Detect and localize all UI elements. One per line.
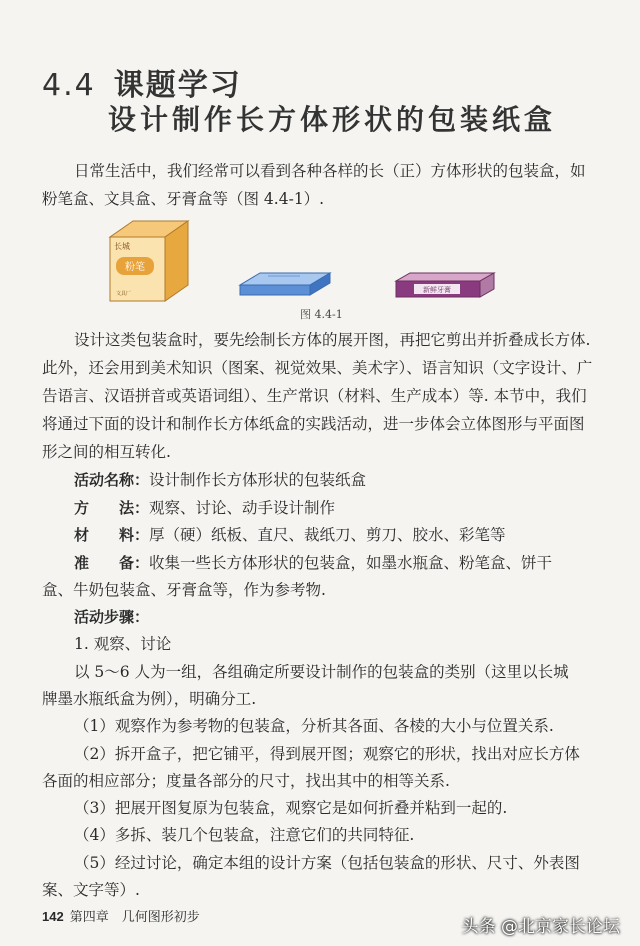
step1-title: 1. 观察、讨论 [74,635,172,653]
activity-prepare-line: 准 备：收集一些长方体形状的包装盒，如墨水瓶盒、粉笔盒、饼干 [74,554,553,572]
step-item-5-line-2: 案、文字等）. [42,881,140,899]
activity-name-line: 活动名称：设计制作长方体形状的包装纸盒 [74,471,367,489]
packaging-boxes-illustration [0,215,640,310]
activity-prepare-line-2: 盒、牛奶包装盒、牙膏盒等，作为参考物. [42,581,326,599]
pencil-case [240,273,330,295]
section-title: 课题学习 [113,68,242,103]
intro-paragraph: 日常生活中，我们经常可以看到各种各样的长（正）方体形状的包装盒，如粉笔盒、文具盒、牙膏盒等（图 4.4-1）. [42,162,586,208]
step-item-2-line-2: 各面的相应部分；度量各部分的尺寸，找出其中的相等关系. [42,772,450,790]
chalk-box [110,221,188,301]
watermark: 头条 @北京家长论坛 [461,917,620,937]
step1-intro-line-1: 以 5～6 人为一组，各组确定所要设计制作的包装盒的类别（这里以长城 [74,663,569,681]
step-item-3: （3）把展开图复原为包装盒，观察它是如何折叠并粘到一起的. [74,799,508,817]
activity-steps-label: 活动步骤： [74,608,150,626]
svg-text:粉笔: 粉笔 [125,262,145,273]
design-paragraph: 设计这类包装盒时，要先绘制长方体的展开图，再把它剪出并折叠成长方体. 此外，还会用到美术知识（图案、视觉效果、美术字）、语言知识（文字设计、广告语言、汉语拼音或英语词组）、生产常识（材料、生产成本）等. 本节中，我们将通过下面的设计和制作长方体纸盒的实践活动，进一步体会立体图形与平面图形之间的相互转化. [42,331,593,461]
svg-text:新鲜牙膏: 新鲜牙膏 [423,286,451,294]
page-subtitle: 设计制作长方体形状的包装纸盒 [108,103,557,136]
activity-material-line: 材 料：厚（硬）纸板、直尺、裁纸刀、剪刀、胶水、彩笔等 [74,526,506,544]
toothpaste-box [396,273,494,297]
page-number: 142 [42,909,64,924]
svg-text:长城: 长城 [114,242,130,251]
chapter-name: 第四章 几何图形初步 [69,910,200,925]
step-item-5-line-1: （5）经过讨论，确定本组的设计方案（包括包装盒的形状、尺寸、外表图 [74,854,580,872]
activity-method-line: 方 法：观察、讨论、动手设计制作 [74,499,336,517]
figure-4-4-1 [0,215,640,310]
svg-text:文具厂: 文具厂 [116,291,132,297]
step1-intro-line-2: 牌墨水瓶纸盒为例），明确分工. [42,690,257,708]
step-item-2-line-1: （2）拆开盒子，把它铺平，得到展开图；观察它的形状，找出对应长方体 [74,745,580,763]
step-item-1: （1）观察作为参考物的包装盒，分析其各面、各棱的大小与位置关系. [74,717,554,735]
step-item-4: （4）多拆、装几个包装盒，注意它们的共同特征. [74,826,415,844]
section-number: 4.4 [42,68,96,103]
page-footer [42,906,200,925]
figure-caption: 图 4.4-1 [300,308,343,321]
